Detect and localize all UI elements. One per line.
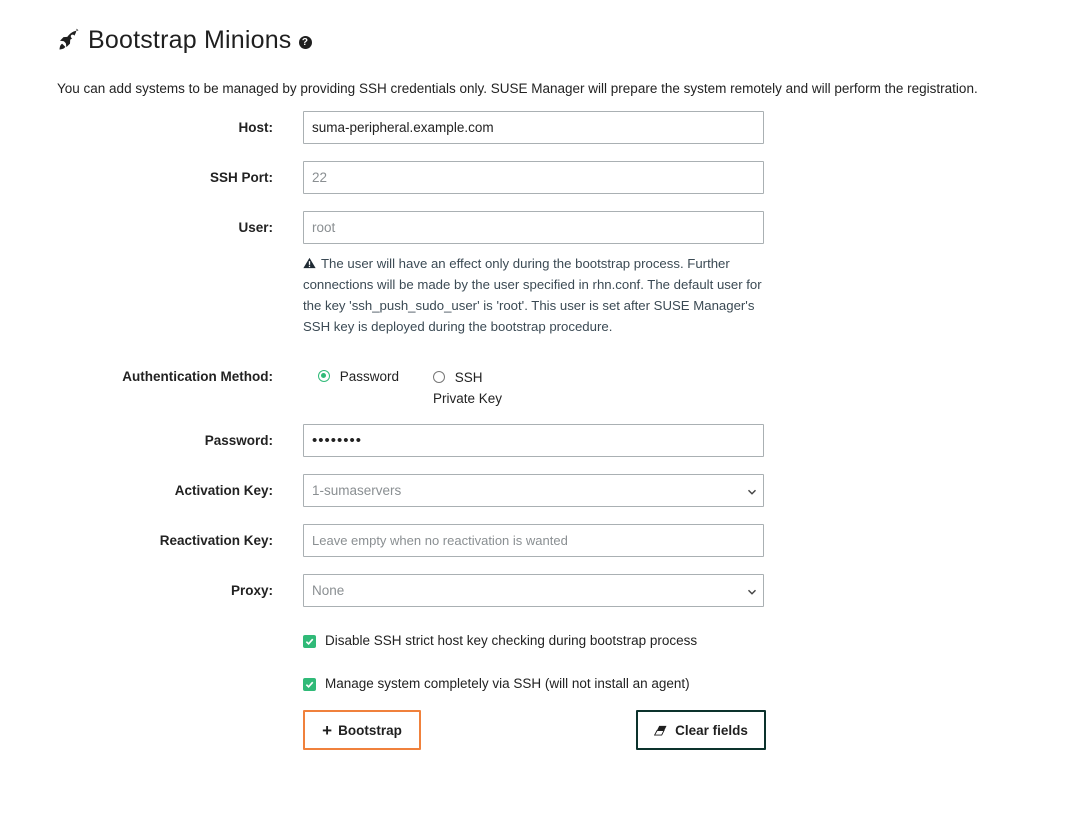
radio-option-password[interactable] — [318, 369, 399, 384]
intro-text: You can add systems to be managed by providing SSH credentials only. SUSE Manager will prepare the system remotely and will perform the registration. — [57, 81, 978, 96]
host-input[interactable]: suma-peripheral.example.com — [303, 111, 764, 144]
question-circle-icon[interactable]: ? — [299, 36, 312, 49]
host-label: Host: — [238, 120, 273, 135]
chevron-down-icon — [747, 485, 757, 495]
user-input[interactable]: root — [303, 211, 764, 244]
disable-strict-host-key-label[interactable]: Disable SSH strict host key checking during bootstrap process — [325, 633, 698, 648]
user-help-text: The user will have an effect only during the bootstrap process. Further connections will be made by the user specified in rhn.conf. The default user for the key 'ssh_push_sudo_user' is 'root'. This user is set after SUSE Manager's SSH key is deployed during the bootstrap procedure. — [303, 256, 762, 334]
radio-ssh-private-key-label[interactable]: SSH Private Key — [433, 370, 503, 406]
proxy-label: Proxy: — [230, 583, 273, 598]
activation-key-selected: 1-sumaservers — [312, 483, 402, 498]
bootstrap-button[interactable] — [303, 710, 421, 750]
ssh-port-input[interactable]: 22 — [303, 161, 764, 194]
reactivation-key-input[interactable]: Leave empty when no reactivation is wanted — [303, 524, 764, 557]
radio-password-label[interactable]: Password — [339, 369, 400, 384]
user-label: User: — [238, 220, 273, 235]
eraser-icon — [654, 725, 669, 736]
proxy-selected: None — [312, 583, 345, 598]
reactivation-key-label: Reactivation Key: — [159, 533, 273, 548]
clear-fields-button-label: Clear fields — [675, 722, 748, 738]
radio-ssh-private-key[interactable] — [433, 371, 445, 383]
activation-key-select[interactable] — [303, 474, 764, 507]
chevron-down-icon — [747, 585, 757, 595]
rocket-icon — [57, 28, 81, 52]
checkmark-icon — [305, 637, 314, 646]
radio-option-ssh-key[interactable] — [433, 367, 528, 409]
password-input[interactable]: •••••••• — [303, 424, 764, 457]
bootstrap-button-label: Bootstrap — [338, 722, 402, 738]
password-label: Password: — [204, 433, 273, 448]
manage-via-ssh-label[interactable]: Manage system completely via SSH (will not install an agent) — [325, 676, 690, 691]
auth-method-label: Authentication Method: — [122, 369, 273, 384]
user-help-note — [303, 253, 765, 337]
radio-password[interactable] — [318, 370, 330, 382]
clear-fields-button[interactable] — [636, 710, 766, 750]
activation-key-label: Activation Key: — [174, 483, 273, 498]
page-title — [57, 22, 312, 58]
manage-via-ssh-checkbox[interactable] — [303, 678, 316, 691]
warning-icon — [303, 254, 316, 266]
disable-strict-host-key-checkbox[interactable] — [303, 635, 316, 648]
page-title-text: Bootstrap Minions — [88, 25, 292, 54]
ssh-port-label: SSH Port: — [209, 170, 273, 185]
checkmark-icon — [305, 680, 314, 689]
proxy-select[interactable] — [303, 574, 764, 607]
plus-icon: + — [322, 720, 333, 740]
